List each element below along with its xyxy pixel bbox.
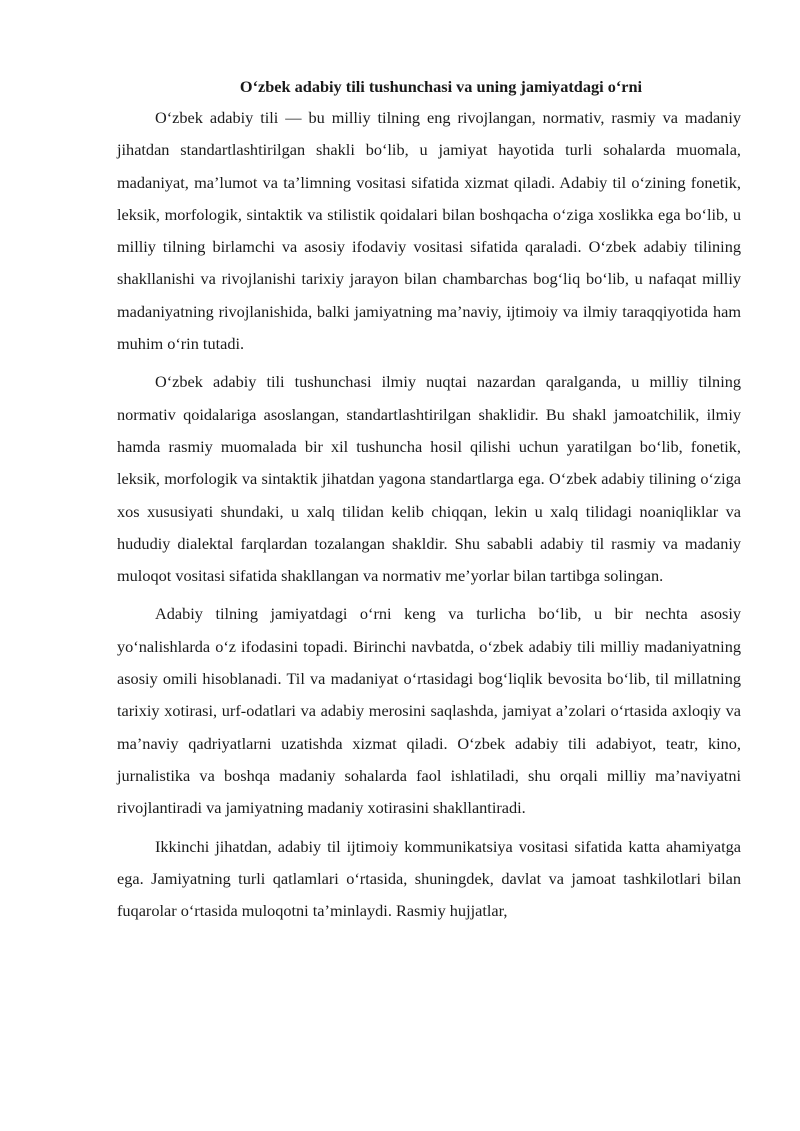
paragraph-2: O‘zbek adabiy tili tushunchasi ilmiy nuqtai nazardan qaralganda, u milliy tilning normativ qoidalariga asoslangan, standartlashtirilgan shaklidir. Bu shakl jamoatchilik, ilmiy hamda rasmiy muomalada bir xil tushuncha hosil qilishi uchun yaratilgan bo‘lib, fonetik, leksik, morfologik va sintaktik jihatdan yagona standartlarga ega. O‘zbek adabiy tilining o‘ziga xos xususiyati shundaki, u xalq tilidan kelib chiqqan, lekin u xalq tilidagi noaniqliklar va hududiy dialektal farqlardan tozalangan shakldir. Shu sababli adabiy til rasmiy va madaniy muloqot vositasi sifatida shakllangan va normativ me’yorlar bilan tartibga solingan.	[117, 372, 741, 586]
paragraph-3: Adabiy tilning jamiyatdagi o‘rni keng va turlicha bo‘lib, u bir nechta asosiy yo‘nalishlarda o‘z ifodasini topadi. Birinchi navbatda, o‘zbek adabiy tili milliy madaniyatning asosiy omili hisoblanadi. Til va madaniyat o‘rtasidagi bog‘liqlik bevosita bo‘lib, til millatning tarixiy xotirasi, urf-odatlari va adabiy merosini saqlashda, jamiyat a’zolari o‘rtasida axloqiy va ma’naviy qadriyatlarni uzatishda xizmat qiladi. O‘zbek adabiy tili adabiyot, teatr, kino, jurnalistika va boshqa madaniy sohalarda faol ishlatiladi, shu orqali milliy ma’naviyatni rivojlantiradi va jamiyatning madaniy xotirasini shakllantiradi.	[117, 604, 741, 818]
document-title: O‘zbek adabiy tili tushunchasi va uning jamiyatdagi o‘rni	[239, 77, 643, 96]
paragraph-4: Ikkinchi jihatdan, adabiy til ijtimoiy kommunikatsiya vositasi sifatida katta ahamiyatga ega. Jamiyatning turli qatlamlari o‘rtasida, shuningdek, davlat va jamoat tashkilotlari bilan fuqarolar o‘rtasida muloqotni ta’minlaydi. Rasmiy hujjatlar,	[117, 836, 741, 921]
document-page	[117, 74, 741, 933]
paragraph-1: O‘zbek adabiy tili — bu milliy tilning eng rivojlangan, normativ, rasmiy va madaniy jihatdan standartlashtirilgan shakli bo‘lib, u jamiyat hayotida turli sohalarda muomala, madaniyat, ma’lumot va ta’limning vositasi sifatida xizmat qiladi. Adabiy til o‘zining fonetik, leksik, morfologik, sintaktik va stilistik qoidalari bilan boshqacha o‘ziga xoslikka ega bo‘lib, u milliy tilning birlamchi va asosiy ifodaviy vositasi sifatida qaraladi. O‘zbek adabiy tilining shakllanishi va rivojlanishi tarixiy jarayon bilan chambarchas bog‘liq bo‘lib, u nafaqat milliy madaniyatning rivojlanishida, balki jamiyatning ma’naviy, ijtimoiy va ilmiy taraqqiyotida ham muhim o‘rin tutadi.	[117, 108, 741, 354]
